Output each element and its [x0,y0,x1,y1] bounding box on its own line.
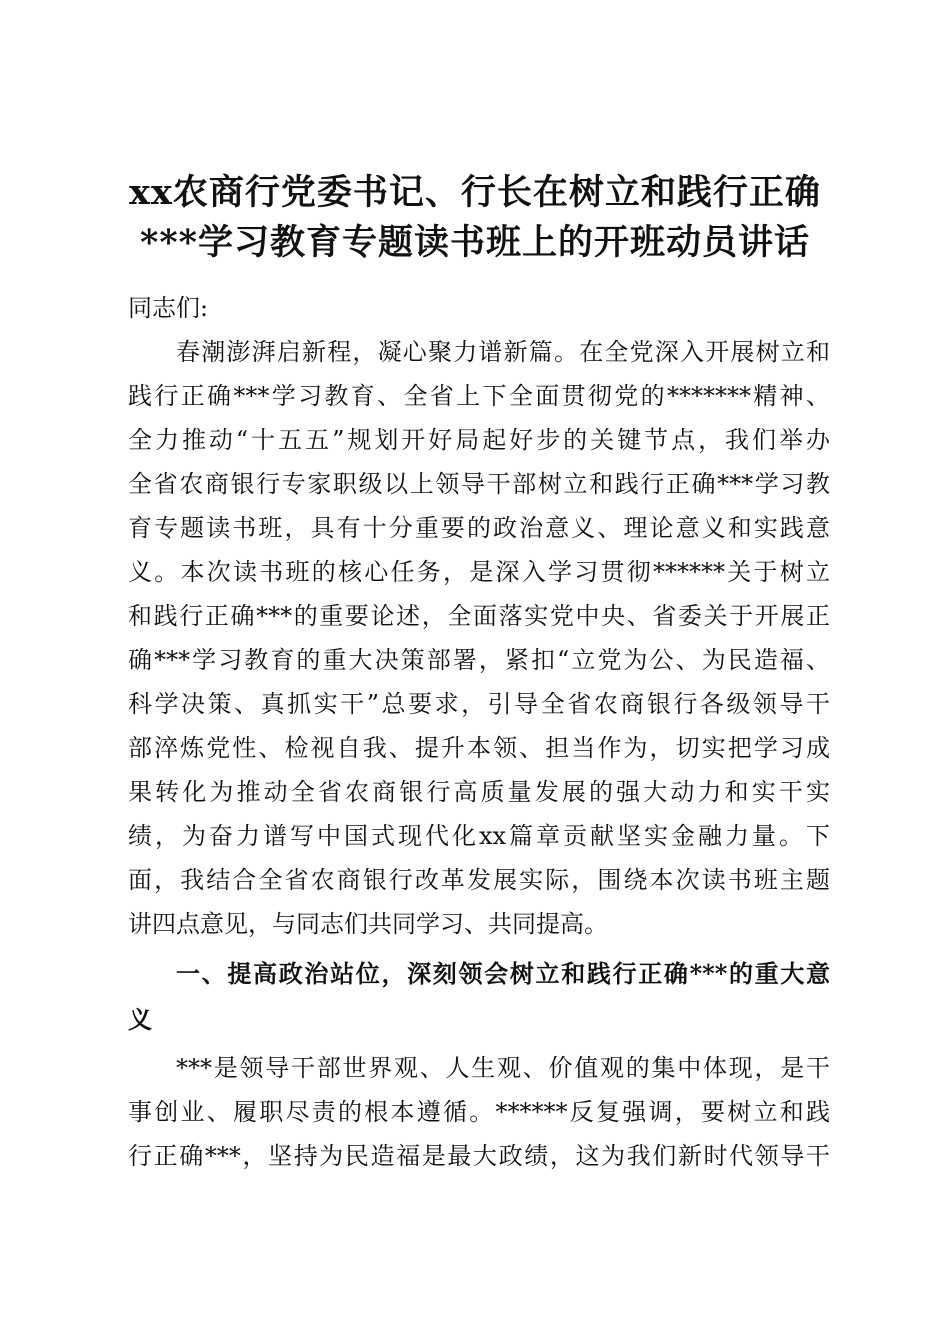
paragraph-1-line: 绩，为奋力谱写中国式现代化xx篇章贡献坚实金融力量。下 [128,822,830,850]
section-heading-line: 义 [128,1005,152,1034]
paragraph-1-line: 部淬炼党性、检视自我、提升本领、担当作为，切实把学习成 [128,734,830,762]
paragraph-2-line: 事创业、履职尽责的根本遵循。******反复强调，要树立和践 [128,1098,830,1126]
paragraph-1-line: 确***学习教育的重大决策部署，紧扣“立党为公、为民造福、 [128,646,830,674]
paragraph-1-line: 和践行正确***的重要论述，全面落实党中央、省委关于开展正 [128,602,830,630]
paragraph-1-line: 践行正确***学习教育、全省上下全面贯彻党的*******精神、 [128,382,830,410]
paragraph-1-line: 面，我结合全省农商银行改革发展实际，围绕本次读书班主题 [128,866,830,894]
paragraph-1-line: 果转化为推动全省农商银行高质量发展的强大动力和实干实 [128,778,830,806]
paragraph-1-line: 春潮澎湃启新程，凝心聚力谱新篇。在全党深入开展树立和 [176,338,830,366]
paragraph-2-line: 行正确***，坚持为民造福是最大政绩，这为我们新时代领导干 [128,1142,830,1170]
paragraph-1-line: 义。本次读书班的核心任务，是深入学习贯彻******关于树立 [128,558,830,586]
paragraph-1-line: 讲四点意见，与同志们共同学习、共同提高。 [128,910,608,938]
salutation: 同志们: [128,294,209,322]
section-heading-line: 一、提高政治站位，深刻领会树立和践行正确***的重大意 [176,959,830,988]
paragraph-1-line: 全力推动“十五五”规划开好局起好步的关键节点，我们举办 [128,426,830,454]
paragraph-1-line: 全省农商银行专家职级以上领导干部树立和践行正确***学习教 [128,470,830,498]
paragraph-1-line: 科学决策、真抓实干”总要求，引导全省农商银行各级领导干 [128,690,830,718]
paragraph-2-line: ***是领导干部世界观、人生观、价值观的集中体现，是干 [176,1054,830,1082]
document-title-line-2: ***学习教育专题读书班上的开班动员讲话 [140,222,810,263]
paragraph-1-line: 育专题读书班，具有十分重要的政治意义、理论意义和实践意 [128,514,830,542]
document-title-line-1: xx农商行党委书记、行长在树立和践行正确 [129,172,821,213]
